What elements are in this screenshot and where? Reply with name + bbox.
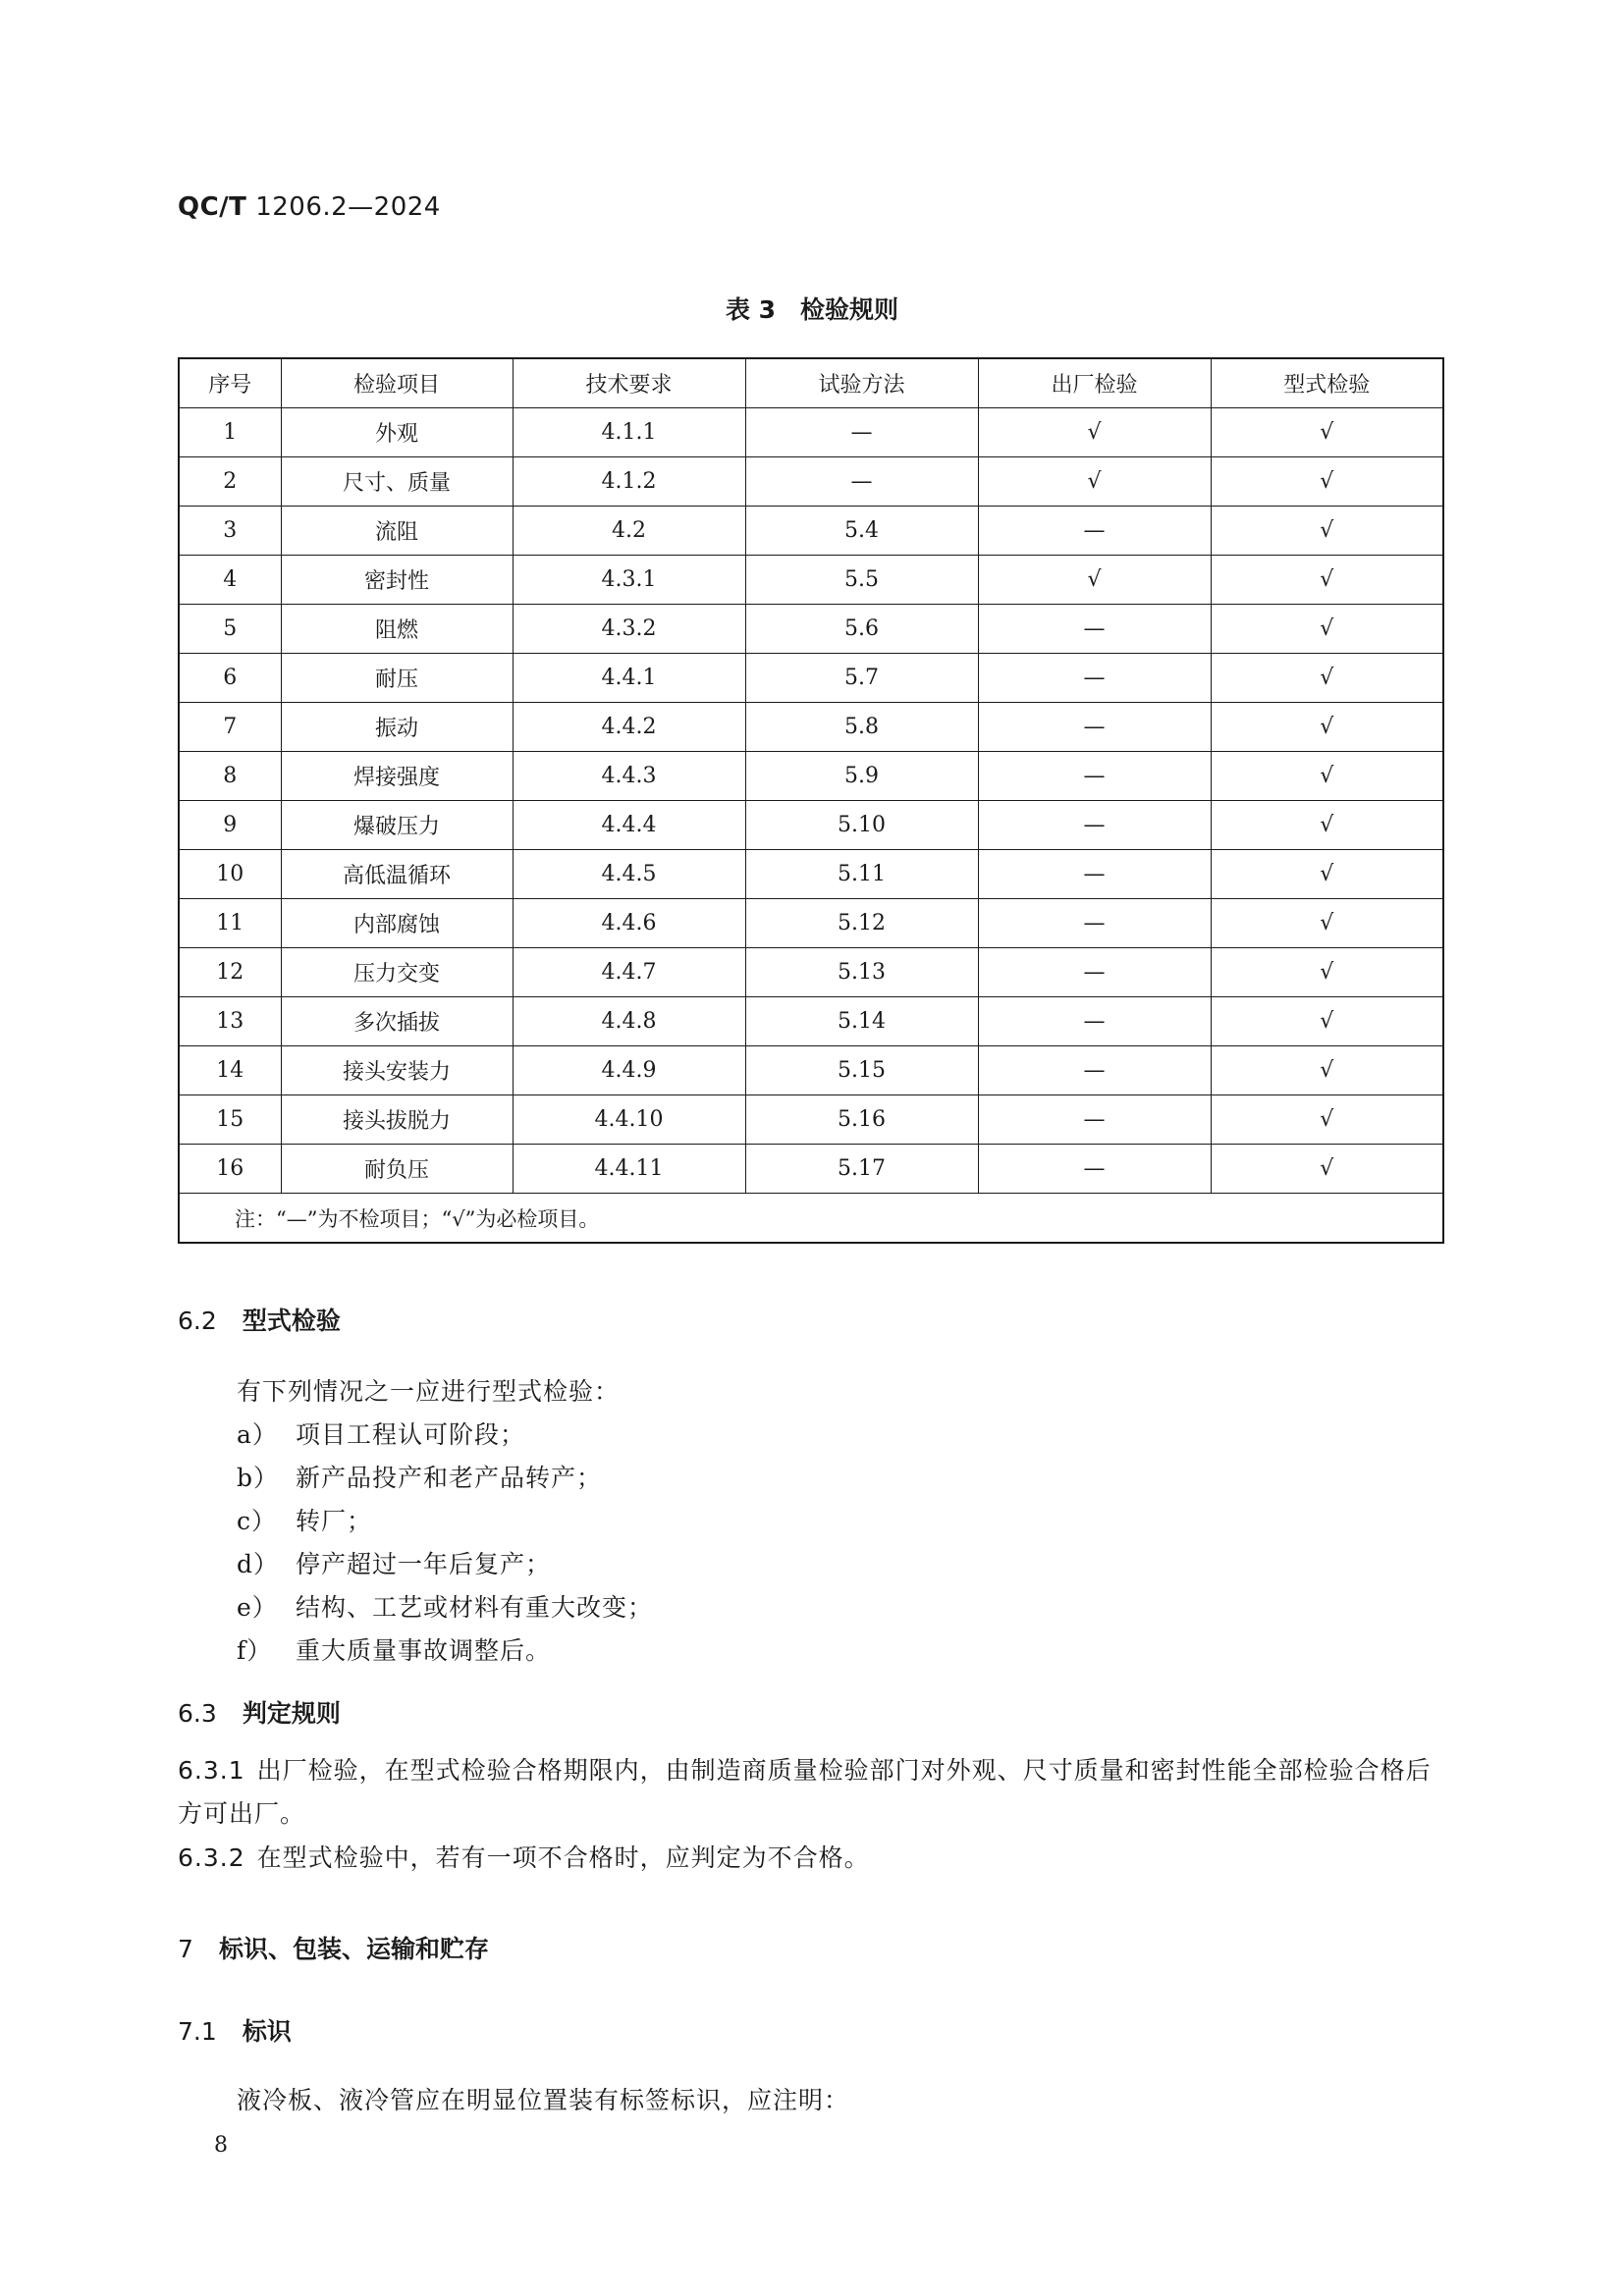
table-cell: √ xyxy=(1211,408,1443,457)
list-item xyxy=(237,1545,551,1580)
table-cell: 压力交变 xyxy=(281,948,513,997)
table-cell: √ xyxy=(1211,654,1443,703)
table-cell: 4.4.4 xyxy=(513,801,745,850)
table-cell: 11 xyxy=(179,899,281,948)
table-cell: √ xyxy=(1211,457,1443,507)
table-cell: 16 xyxy=(179,1145,281,1194)
table-cell: 9 xyxy=(179,801,281,850)
table-row xyxy=(179,997,1443,1046)
section-title: 标识 xyxy=(242,2017,292,2046)
section-number: 6.2 xyxy=(178,1307,217,1335)
table-cell: — xyxy=(978,1095,1211,1145)
table-row xyxy=(179,948,1443,997)
table-row xyxy=(179,408,1443,457)
table-cell: — xyxy=(978,752,1211,801)
table-cell: 6 xyxy=(179,654,281,703)
table-cell: — xyxy=(978,703,1211,752)
standard-code xyxy=(178,192,441,222)
list-text: 重大质量事故调整后。 xyxy=(296,1636,552,1665)
table-cell: 5.14 xyxy=(745,997,978,1046)
table-cell: 耐负压 xyxy=(281,1145,513,1194)
table-cell: 8 xyxy=(179,752,281,801)
clause-number: 6.3.2 xyxy=(178,1843,245,1872)
table-cell: √ xyxy=(1211,556,1443,605)
list-item xyxy=(237,1502,372,1537)
table-cell: 5.5 xyxy=(745,556,978,605)
table-cell: √ xyxy=(1211,703,1443,752)
table-row xyxy=(179,752,1443,801)
inspection-rules-table xyxy=(178,357,1444,1244)
table-cell: 4.4.3 xyxy=(513,752,745,801)
table-cell: 5.17 xyxy=(745,1145,978,1194)
table-cell: — xyxy=(745,408,978,457)
column-header: 试验方法 xyxy=(745,358,978,408)
list-marker: a） xyxy=(237,1420,278,1449)
table-row xyxy=(179,1095,1443,1145)
table-cell: √ xyxy=(1211,997,1443,1046)
table-cell: 5.6 xyxy=(745,605,978,654)
table-cell: √ xyxy=(1211,850,1443,899)
list-marker: c） xyxy=(237,1507,278,1535)
table-cell: 密封性 xyxy=(281,556,513,605)
table-cell: √ xyxy=(1211,801,1443,850)
list-text: 项目工程认可阶段； xyxy=(296,1420,526,1449)
section-title: 标识、包装、运输和贮存 xyxy=(219,1935,490,1963)
table-cell: 4.4.5 xyxy=(513,850,745,899)
table-cell: √ xyxy=(978,556,1211,605)
table-cell: — xyxy=(978,948,1211,997)
list-text: 结构、工艺或材料有重大改变； xyxy=(296,1593,654,1622)
section-7-1-heading xyxy=(178,2012,292,2048)
column-header: 检验项目 xyxy=(281,358,513,408)
section-7-1-text: 液冷板、液冷管应在明显位置装有标签标识，应注明： xyxy=(237,2086,850,2114)
table-cell: 13 xyxy=(179,997,281,1046)
table-cell: 5.9 xyxy=(745,752,978,801)
table-cell: 5.15 xyxy=(745,1046,978,1095)
table-cell: 1 xyxy=(179,408,281,457)
table-cell: 5.10 xyxy=(745,801,978,850)
clause-number: 6.3.1 xyxy=(178,1756,245,1785)
table-cell: 2 xyxy=(179,457,281,507)
table-cell: 4.1.1 xyxy=(513,408,745,457)
list-text: 停产超过一年后复产； xyxy=(296,1550,552,1578)
column-header: 型式检验 xyxy=(1211,358,1443,408)
table-cell: 4.4.9 xyxy=(513,1046,745,1095)
table-cell: 4.3.2 xyxy=(513,605,745,654)
table-cell: 5.4 xyxy=(745,507,978,556)
table-cell: 4.2 xyxy=(513,507,745,556)
table-row xyxy=(179,457,1443,507)
clause-6-3-1 xyxy=(178,1749,1444,1836)
table-cell: 焊接强度 xyxy=(281,752,513,801)
table-cell: 多次插拔 xyxy=(281,997,513,1046)
table-cell: √ xyxy=(978,457,1211,507)
list-marker: d） xyxy=(237,1550,280,1578)
table-cell: — xyxy=(978,850,1211,899)
table-row xyxy=(179,703,1443,752)
table-cell: 4.4.1 xyxy=(513,654,745,703)
table-cell: √ xyxy=(978,408,1211,457)
column-header: 出厂检验 xyxy=(978,358,1211,408)
list-item xyxy=(237,1459,602,1494)
table-row xyxy=(179,605,1443,654)
table-cell: 4.4.10 xyxy=(513,1095,745,1145)
table-row xyxy=(179,1046,1443,1095)
standard-code-number: 1206.2—2024 xyxy=(255,192,441,222)
table-cell: — xyxy=(978,1145,1211,1194)
section-7-heading xyxy=(178,1930,489,1965)
table-row xyxy=(179,1145,1443,1194)
table-cell: 4.4.2 xyxy=(513,703,745,752)
table-cell: 5.8 xyxy=(745,703,978,752)
table-cell: 4.4.7 xyxy=(513,948,745,997)
table-cell: √ xyxy=(1211,899,1443,948)
section-6-2-heading xyxy=(178,1302,341,1337)
table-row xyxy=(179,556,1443,605)
table-cell: 4.4.6 xyxy=(513,899,745,948)
table-cell: 4.1.2 xyxy=(513,457,745,507)
table-cell: 5.12 xyxy=(745,899,978,948)
section-6-2-intro: 有下列情况之一应进行型式检验： xyxy=(237,1377,621,1406)
standard-code-prefix: QC/T xyxy=(178,192,247,222)
table-cell: 12 xyxy=(179,948,281,997)
list-marker: e） xyxy=(237,1593,278,1622)
table-cell: 5.16 xyxy=(745,1095,978,1145)
list-item xyxy=(237,1588,653,1624)
table-cell: √ xyxy=(1211,507,1443,556)
table-note-row xyxy=(179,1194,1443,1244)
column-header: 序号 xyxy=(179,358,281,408)
table-cell: — xyxy=(978,605,1211,654)
table-cell: 5.11 xyxy=(745,850,978,899)
table-cell: — xyxy=(978,801,1211,850)
section-6-3-heading xyxy=(178,1694,341,1730)
list-item xyxy=(237,1415,525,1451)
table-row xyxy=(179,899,1443,948)
list-marker: f） xyxy=(237,1636,273,1665)
section-title: 型式检验 xyxy=(242,1307,341,1335)
table-cell: √ xyxy=(1211,1145,1443,1194)
table-cell: — xyxy=(745,457,978,507)
table-cell: √ xyxy=(1211,1095,1443,1145)
table-cell: 阻燃 xyxy=(281,605,513,654)
table-cell: 4 xyxy=(179,556,281,605)
table-cell: 4.4.11 xyxy=(513,1145,745,1194)
table-cell: 4.3.1 xyxy=(513,556,745,605)
table-cell: √ xyxy=(1211,1046,1443,1095)
table-cell: 接头安装力 xyxy=(281,1046,513,1095)
table-cell: 14 xyxy=(179,1046,281,1095)
list-item xyxy=(237,1631,551,1667)
table-cell: 5.13 xyxy=(745,948,978,997)
table-header-row xyxy=(179,358,1443,408)
table-row xyxy=(179,850,1443,899)
table-row xyxy=(179,507,1443,556)
table-note: 注：“—”为不检项目；“√”为必检项目。 xyxy=(179,1194,1443,1244)
table-cell: √ xyxy=(1211,752,1443,801)
list-marker: b） xyxy=(237,1464,280,1492)
column-header: 技术要求 xyxy=(513,358,745,408)
clause-text: 出厂检验，在型式检验合格期限内，由制造商质量检验部门对外观、尺寸质量和密封性能全部检验合格后方可出厂。 xyxy=(178,1756,1432,1828)
table-cell: 高低温循环 xyxy=(281,850,513,899)
table-cell: — xyxy=(978,899,1211,948)
table-cell: 3 xyxy=(179,507,281,556)
table-cell: 外观 xyxy=(281,408,513,457)
table-cell: 4.4.8 xyxy=(513,997,745,1046)
table-row xyxy=(179,654,1443,703)
table-cell: 尺寸、质量 xyxy=(281,457,513,507)
table-cell: — xyxy=(978,507,1211,556)
table-cell: 7 xyxy=(179,703,281,752)
section-title: 判定规则 xyxy=(242,1699,341,1728)
clause-text: 在型式检验中，若有一项不合格时，应判定为不合格。 xyxy=(256,1843,870,1872)
table-cell: √ xyxy=(1211,605,1443,654)
table-cell: — xyxy=(978,654,1211,703)
table-cell: — xyxy=(978,1046,1211,1095)
table-cell: — xyxy=(978,997,1211,1046)
table-caption: 表 3 检验规则 xyxy=(725,295,899,324)
table-cell: 爆破压力 xyxy=(281,801,513,850)
table-cell: √ xyxy=(1211,948,1443,997)
list-text: 新产品投产和老产品转产； xyxy=(296,1464,603,1492)
table-cell: 内部腐蚀 xyxy=(281,899,513,948)
table-cell: 15 xyxy=(179,1095,281,1145)
clause-6-3-2 xyxy=(178,1837,1444,1880)
table-cell: 流阻 xyxy=(281,507,513,556)
table-cell: 振动 xyxy=(281,703,513,752)
section-number: 7.1 xyxy=(178,2017,217,2046)
table-cell: 5.7 xyxy=(745,654,978,703)
table-cell: 接头拔脱力 xyxy=(281,1095,513,1145)
page-number: 8 xyxy=(214,2133,228,2158)
table-row xyxy=(179,801,1443,850)
table-cell: 耐压 xyxy=(281,654,513,703)
section-number: 7 xyxy=(178,1935,193,1963)
section-number: 6.3 xyxy=(178,1699,217,1728)
table-cell: 5 xyxy=(179,605,281,654)
table-cell: 10 xyxy=(179,850,281,899)
list-text: 转厂； xyxy=(296,1507,373,1535)
